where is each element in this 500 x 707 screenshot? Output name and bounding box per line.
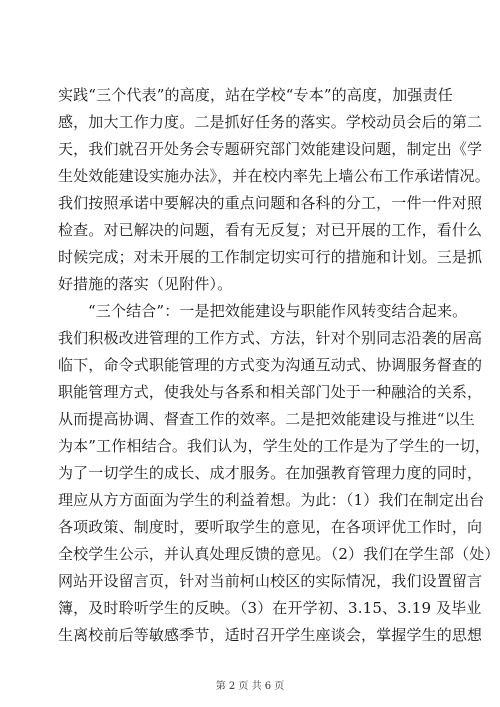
text-line-10: 我们积极改进管理的工作方式、方法，针对个别同志沿袭的居高 xyxy=(58,329,483,347)
text-line-7: 时候完成；对未开展的工作制定切实可行的措施和计划。三是抓 xyxy=(58,248,483,266)
text-line-2: 感，加大工作力度。二是抓好任务的落实。学校动员会后的第二 xyxy=(58,113,483,131)
text-line-8: 好措施的落实（见附件）。 xyxy=(58,275,233,293)
text-line-1: 实践“三个代表”的高度，站在学校“专本”的高度，加强责任 xyxy=(58,86,453,104)
text-line-14: 为本”工作相结合。我们认为，学生处的工作是为了学生的一切， xyxy=(58,437,491,455)
text-line-21: 生离校前后等敏感季节，适时召开学生座谈会，掌握学生的思想 xyxy=(58,626,483,644)
text-line-9: “三个结合”：一是把效能建设与职能作风转变结合起来。 xyxy=(88,302,468,320)
text-line-3: 天，我们就召开处务会专题研究部门效能建设问题，制定出《学 xyxy=(58,140,483,158)
body-text xyxy=(58,82,500,649)
page-footer: 第 2 页 共 6 页 xyxy=(215,681,285,692)
text-line-11: 临下，命令式职能管理的方式变为沟通互动式、协调服务督查的 xyxy=(58,356,483,374)
text-line-5: 我们按照承诺中要解决的重点问题和各科的分工，一件一件对照 xyxy=(58,194,483,212)
text-line-20: 簿，及时聆听学生的反映。（3）在开学初、3.15、3.19 及毕业 xyxy=(58,599,482,617)
text-line-6: 检查。对已解决的问题，看有无反复；对已开展的工作，看什么 xyxy=(58,221,483,239)
text-line-12: 职能管理方式，使我处与各系和相关部门处于一种融洽的关系， xyxy=(58,383,483,401)
text-line-15: 为了一切学生的成长、成才服务。在加强教育管理力度的同时， xyxy=(58,464,483,482)
text-line-18: 全校学生公示，并认真处理反馈的意见。（2）我们在学生部（处） xyxy=(58,545,500,563)
text-line-4: 生处效能建设实施办法》，并在校内率先上墙公布工作承诺情况。 xyxy=(58,167,490,185)
text-line-16: 理应从方方面面为学生的利益着想。为此：（1）我们在制定出台 xyxy=(58,491,485,509)
text-line-19: 网站开设留言页，针对当前柯山校区的实际情况，我们设置留言 xyxy=(58,572,483,590)
text-line-17: 各项政策、制度时，要听取学生的意见，在各项评优工作时，向 xyxy=(58,518,483,536)
text-line-13: 从而提高协调、督查工作的效率。二是把效能建设与推进“以生 xyxy=(58,410,475,428)
